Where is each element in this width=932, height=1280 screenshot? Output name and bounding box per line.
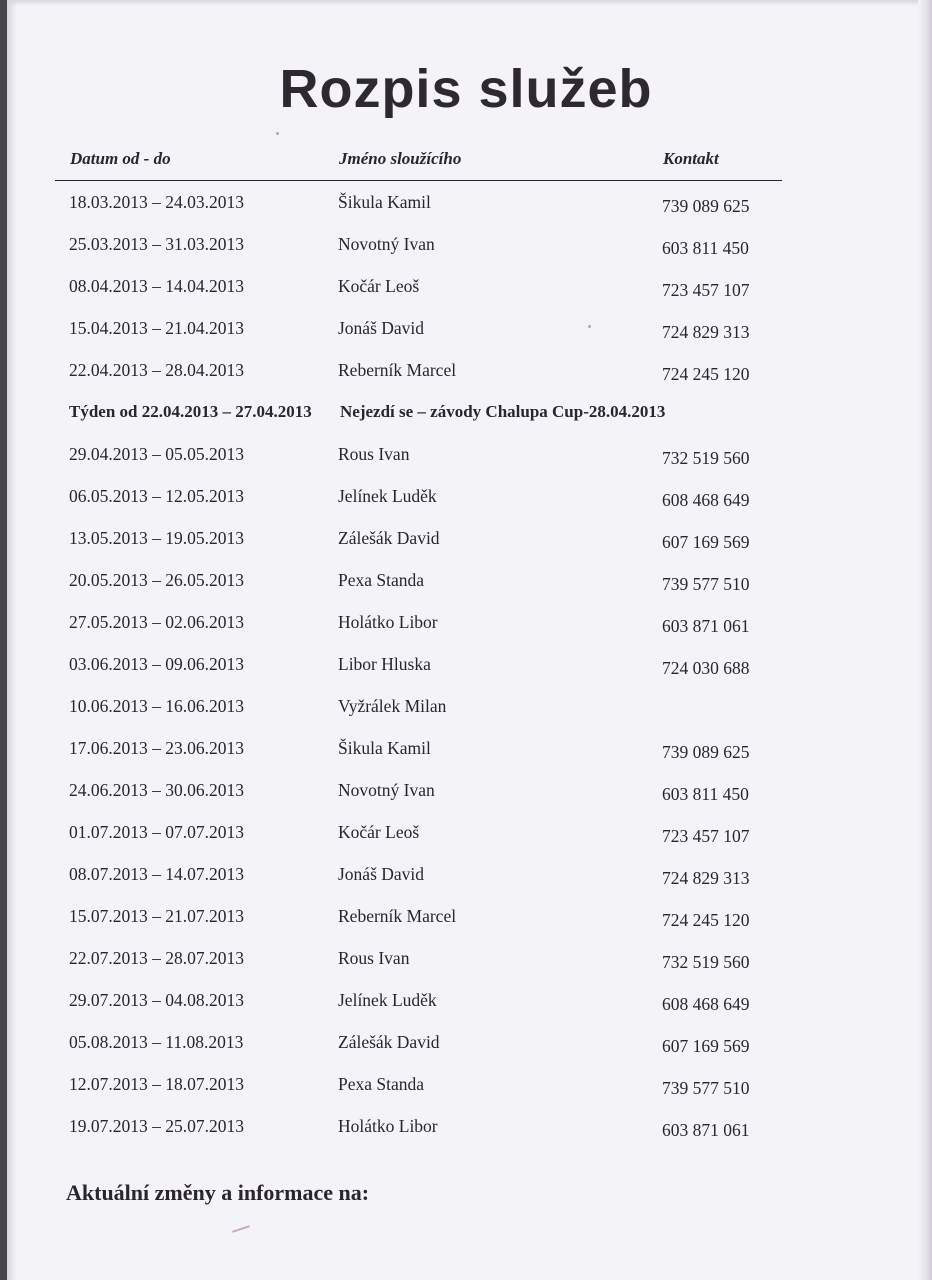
row-name: Novotný Ivan — [338, 780, 435, 800]
row-date: 06.05.2013 – 12.05.2013 — [69, 486, 244, 506]
row-contact: 724 245 120 — [662, 364, 750, 384]
table-row — [0, 1112, 932, 1154]
table-row — [0, 650, 932, 692]
row-date: 27.05.2013 – 02.06.2013 — [69, 612, 244, 632]
row-date: 08.04.2013 – 14.04.2013 — [69, 276, 244, 296]
table-row — [0, 608, 932, 650]
row-contact: 603 871 061 — [662, 616, 750, 636]
row-name: Šikula Kamil — [338, 192, 431, 212]
table-row — [0, 860, 932, 902]
row-date: 08.07.2013 – 14.07.2013 — [69, 864, 244, 884]
footer-heading: Aktuální změny a informace na: — [66, 1180, 370, 1205]
row-contact: 607 169 569 — [662, 1036, 750, 1056]
table-row — [0, 1028, 932, 1070]
row-contact: 739 577 510 — [662, 1078, 750, 1098]
pen-mark — [232, 1225, 250, 1232]
row-name: Zálešák David — [338, 1032, 440, 1052]
table-row — [0, 818, 932, 860]
row-contact: 739 089 625 — [662, 742, 750, 762]
scan-speck — [588, 325, 591, 328]
row-date: 10.06.2013 – 16.06.2013 — [69, 696, 244, 716]
row-name: Libor Hluska — [338, 654, 431, 674]
header-date: Datum od - do — [70, 149, 171, 168]
row-contact: 739 089 625 — [662, 196, 750, 216]
table-row — [0, 776, 932, 818]
row-name: Rous Ivan — [338, 444, 410, 464]
table-row — [0, 566, 932, 608]
table-row — [0, 188, 932, 230]
row-date: 03.06.2013 – 09.06.2013 — [69, 654, 244, 674]
row-contact: 724 030 688 — [662, 658, 750, 678]
row-contact: 723 457 107 — [662, 826, 750, 846]
row-name: Nejezdí se – závody Chalupa Cup-28.04.2013 — [340, 402, 666, 421]
row-name: Jelínek Luděk — [338, 486, 437, 506]
row-name: Kočár Leoš — [338, 822, 420, 842]
row-contact: 603 811 450 — [662, 238, 749, 258]
schedule-table — [0, 188, 932, 1154]
row-date: 17.06.2013 – 23.06.2013 — [69, 738, 244, 758]
row-date: 05.08.2013 – 11.08.2013 — [69, 1032, 244, 1052]
row-name: Reberník Marcel — [338, 906, 457, 926]
row-contact: 723 457 107 — [662, 280, 750, 300]
row-date: Týden od 22.04.2013 – 27.04.2013 — [69, 402, 312, 421]
row-name: Vyžrálek Milan — [338, 696, 447, 716]
table-row — [0, 272, 932, 314]
row-contact: 603 811 450 — [662, 784, 749, 804]
row-date: 15.07.2013 – 21.07.2013 — [69, 906, 244, 926]
table-row — [0, 314, 932, 356]
row-name: Pexa Standa — [338, 570, 425, 590]
row-date: 18.03.2013 – 24.03.2013 — [69, 192, 244, 212]
row-date: 25.03.2013 – 31.03.2013 — [69, 234, 244, 254]
row-name: Rous Ivan — [338, 948, 410, 968]
row-date: 01.07.2013 – 07.07.2013 — [69, 822, 244, 842]
row-contact: 724 245 120 — [662, 910, 750, 930]
table-header — [0, 149, 932, 175]
row-contact: 607 169 569 — [662, 532, 750, 552]
row-name: Šikula Kamil — [338, 738, 431, 758]
row-name: Zálešák David — [338, 528, 440, 548]
row-contact: 732 519 560 — [662, 952, 750, 972]
table-row — [0, 230, 932, 272]
table-row — [0, 692, 932, 734]
row-name: Kočár Leoš — [338, 276, 420, 296]
row-contact: 603 871 061 — [662, 1120, 750, 1140]
page-title: Rozpis služeb — [279, 59, 653, 119]
row-date: 13.05.2013 – 19.05.2013 — [69, 528, 244, 548]
scan-speck — [276, 132, 279, 135]
row-contact: 608 468 649 — [662, 490, 750, 510]
row-name: Reberník Marcel — [338, 360, 457, 380]
row-contact: 724 829 313 — [662, 868, 750, 888]
row-date: 22.07.2013 – 28.07.2013 — [69, 948, 244, 968]
header-name: Jméno sloužícího — [339, 149, 462, 168]
table-row — [0, 440, 932, 482]
note-row — [0, 398, 932, 440]
table-row — [0, 356, 932, 398]
table-row — [0, 944, 932, 986]
row-name: Pexa Standa — [338, 1074, 425, 1094]
row-name: Holátko Libor — [338, 1116, 438, 1136]
row-name: Jonáš David — [338, 318, 425, 338]
row-contact: 724 829 313 — [662, 322, 750, 342]
table-row — [0, 1070, 932, 1112]
row-name: Jonáš David — [338, 864, 425, 884]
row-date: 19.07.2013 – 25.07.2013 — [69, 1116, 244, 1136]
row-name: Holátko Libor — [338, 612, 438, 632]
table-row — [0, 524, 932, 566]
row-date: 29.04.2013 – 05.05.2013 — [69, 444, 244, 464]
row-date: 22.04.2013 – 28.04.2013 — [69, 360, 244, 380]
row-date: 15.04.2013 – 21.04.2013 — [69, 318, 244, 338]
table-row — [0, 986, 932, 1028]
table-row — [0, 902, 932, 944]
row-date: 24.06.2013 – 30.06.2013 — [69, 780, 244, 800]
row-date: 20.05.2013 – 26.05.2013 — [69, 570, 244, 590]
row-date: 29.07.2013 – 04.08.2013 — [69, 990, 244, 1010]
row-date: 12.07.2013 – 18.07.2013 — [69, 1074, 244, 1094]
row-name: Jelínek Luděk — [338, 990, 437, 1010]
row-contact: 739 577 510 — [662, 574, 750, 594]
scan-top-edge — [7, 0, 932, 6]
row-contact: 732 519 560 — [662, 448, 750, 468]
header-contact: Kontakt — [663, 149, 719, 168]
table-row — [0, 482, 932, 524]
row-name: Novotný Ivan — [338, 234, 435, 254]
table-row — [0, 734, 932, 776]
row-contact: 608 468 649 — [662, 994, 750, 1014]
header-divider — [55, 180, 782, 181]
